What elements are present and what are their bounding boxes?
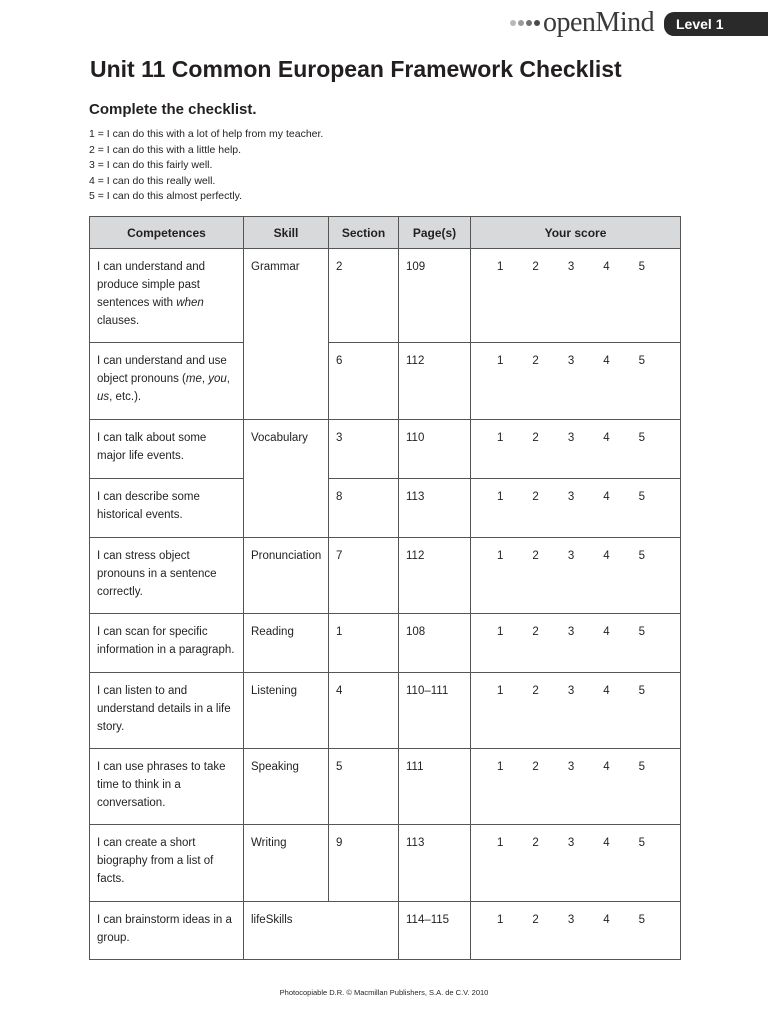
score-option[interactable]: 5 bbox=[638, 550, 646, 562]
score-options bbox=[478, 834, 674, 852]
score-option[interactable]: 3 bbox=[567, 550, 575, 562]
score-option[interactable]: 3 bbox=[567, 491, 575, 503]
table-row bbox=[90, 902, 681, 960]
score-cell bbox=[471, 614, 681, 673]
score-option[interactable]: 5 bbox=[638, 491, 646, 503]
score-option[interactable]: 2 bbox=[532, 432, 539, 444]
section-cell: 3 bbox=[329, 420, 399, 479]
score-option[interactable]: 3 bbox=[567, 626, 575, 638]
score-option[interactable]: 5 bbox=[638, 432, 646, 444]
score-options bbox=[478, 623, 674, 641]
score-option[interactable]: 2 bbox=[532, 550, 539, 562]
score-option[interactable]: 1 bbox=[497, 761, 504, 773]
skill-cell: Listening bbox=[244, 673, 329, 749]
competence-cell: I can talk about some major life events. bbox=[90, 420, 244, 479]
column-header-competences: Competences bbox=[90, 217, 244, 249]
score-option[interactable]: 5 bbox=[638, 626, 646, 638]
score-option[interactable]: 5 bbox=[638, 355, 646, 367]
instruction-heading: Complete the checklist. bbox=[89, 101, 257, 118]
scale-item: 3 = I can do this fairly well. bbox=[89, 159, 213, 172]
score-option[interactable]: 4 bbox=[603, 261, 610, 273]
level-badge: Level 1 bbox=[664, 12, 768, 36]
score-cell bbox=[471, 249, 681, 343]
table-row bbox=[90, 825, 681, 902]
score-option[interactable]: 1 bbox=[497, 837, 504, 849]
competence-cell: I can scan for specific information in a paragraph. bbox=[90, 614, 244, 673]
competence-cell: I can describe some historical events. bbox=[90, 479, 244, 538]
score-option[interactable]: 4 bbox=[603, 761, 610, 773]
table-row bbox=[90, 673, 681, 749]
table-row bbox=[90, 479, 681, 538]
section-cell: 1 bbox=[329, 614, 399, 673]
score-option[interactable]: 3 bbox=[567, 837, 575, 849]
score-cell bbox=[471, 673, 681, 749]
copyright-footer: Photocopiable D.R. © Macmillan Publishers, S.A. de C.V. 2010 bbox=[279, 988, 489, 997]
section-cell: 6 bbox=[329, 343, 399, 420]
scale-item: 2 = I can do this with a little help. bbox=[89, 143, 242, 156]
pages-cell: 109 bbox=[399, 249, 471, 343]
score-option[interactable]: 1 bbox=[497, 261, 504, 273]
column-header-your-score: Your score bbox=[471, 217, 681, 249]
score-options bbox=[478, 429, 674, 447]
score-option[interactable]: 2 bbox=[532, 626, 539, 638]
score-scale-legend bbox=[89, 127, 323, 205]
score-option[interactable]: 5 bbox=[638, 837, 646, 849]
score-option[interactable]: 3 bbox=[567, 432, 575, 444]
score-options bbox=[478, 352, 674, 370]
table-header-row bbox=[90, 217, 681, 249]
score-option[interactable]: 4 bbox=[603, 355, 610, 367]
score-cell bbox=[471, 749, 681, 825]
competence-cell: I can stress object pronouns in a sentence correctly. bbox=[90, 538, 244, 614]
pages-cell: 113 bbox=[399, 479, 471, 538]
score-option[interactable]: 3 bbox=[567, 761, 575, 773]
pages-cell: 112 bbox=[399, 538, 471, 614]
logo-dots-icon bbox=[510, 20, 540, 26]
score-option[interactable]: 5 bbox=[638, 761, 646, 773]
skill-cell: Vocabulary bbox=[244, 420, 329, 538]
score-option[interactable]: 4 bbox=[603, 432, 610, 444]
score-option[interactable]: 4 bbox=[603, 914, 610, 926]
score-options bbox=[478, 258, 674, 276]
column-header-skill: Skill bbox=[244, 217, 329, 249]
skill-cell: Writing bbox=[244, 825, 329, 902]
pages-cell: 111 bbox=[399, 749, 471, 825]
score-option[interactable]: 2 bbox=[532, 491, 539, 503]
score-option[interactable]: 5 bbox=[638, 914, 646, 926]
skill-cell: Speaking bbox=[244, 749, 329, 825]
score-option[interactable]: 1 bbox=[497, 432, 504, 444]
score-option[interactable]: 4 bbox=[603, 491, 610, 503]
score-option[interactable]: 2 bbox=[532, 261, 539, 273]
score-option[interactable]: 2 bbox=[532, 914, 539, 926]
score-option[interactable]: 3 bbox=[567, 914, 575, 926]
brand-logo bbox=[510, 6, 654, 40]
page-title: Unit 11 Common European Framework Checklist bbox=[90, 56, 622, 82]
score-options bbox=[478, 682, 674, 700]
skill-cell: Grammar bbox=[244, 249, 329, 420]
competence-cell: I can create a short biography from a list of facts. bbox=[90, 825, 244, 902]
column-header-pages: Page(s) bbox=[399, 217, 471, 249]
column-header-section: Section bbox=[329, 217, 399, 249]
score-option[interactable]: 1 bbox=[497, 914, 504, 926]
table-row bbox=[90, 538, 681, 614]
table-row bbox=[90, 420, 681, 479]
competence-cell: I can use phrases to take time to think in a conversation. bbox=[90, 749, 244, 825]
score-options bbox=[478, 488, 674, 506]
score-option[interactable]: 5 bbox=[638, 261, 646, 273]
score-options bbox=[478, 758, 674, 776]
score-option[interactable]: 2 bbox=[532, 837, 539, 849]
pages-cell: 112 bbox=[399, 343, 471, 420]
checklist-body bbox=[90, 249, 681, 960]
section-cell: 2 bbox=[329, 249, 399, 343]
score-option[interactable]: 2 bbox=[532, 761, 539, 773]
score-option[interactable]: 2 bbox=[532, 355, 539, 367]
pages-cell: 114–115 bbox=[399, 902, 471, 960]
pages-cell: 113 bbox=[399, 825, 471, 902]
competence-cell: I can understand and use object pronouns (me, you, us, etc.). bbox=[90, 343, 244, 420]
score-option[interactable]: 4 bbox=[603, 685, 610, 697]
table-row bbox=[90, 343, 681, 420]
pages-cell: 108 bbox=[399, 614, 471, 673]
score-cell bbox=[471, 825, 681, 902]
table-row bbox=[90, 614, 681, 673]
score-option[interactable]: 3 bbox=[567, 685, 575, 697]
skill-cell: Pronunciation bbox=[244, 538, 329, 614]
scale-item: 1 = I can do this with a lot of help from my teacher. bbox=[89, 128, 324, 140]
pages-cell: 110–111 bbox=[399, 673, 471, 749]
score-cell bbox=[471, 420, 681, 479]
score-option[interactable]: 3 bbox=[567, 355, 575, 367]
score-option[interactable]: 1 bbox=[497, 685, 504, 697]
section-cell: 5 bbox=[329, 749, 399, 825]
score-option[interactable]: 4 bbox=[603, 626, 610, 638]
score-option[interactable]: 1 bbox=[497, 626, 504, 638]
score-option[interactable]: 1 bbox=[497, 550, 504, 562]
checklist-table bbox=[89, 216, 681, 960]
table-row bbox=[90, 749, 681, 825]
skill-cell: Reading bbox=[244, 614, 329, 673]
competence-cell: I can brainstorm ideas in a group. bbox=[90, 902, 244, 960]
score-options bbox=[478, 911, 674, 929]
score-option[interactable]: 2 bbox=[532, 685, 539, 697]
score-option[interactable]: 5 bbox=[638, 685, 646, 697]
score-option[interactable]: 4 bbox=[603, 550, 610, 562]
score-option[interactable]: 4 bbox=[603, 837, 610, 849]
score-cell bbox=[471, 479, 681, 538]
brand-name: openMind bbox=[543, 7, 655, 38]
score-cell bbox=[471, 343, 681, 420]
scale-item: 4 = I can do this really well. bbox=[89, 174, 216, 187]
score-option[interactable]: 3 bbox=[567, 261, 575, 273]
score-cell bbox=[471, 538, 681, 614]
skill-cell: lifeSkills bbox=[244, 902, 399, 960]
score-option[interactable]: 1 bbox=[497, 491, 504, 503]
score-option[interactable]: 1 bbox=[497, 355, 504, 367]
score-options bbox=[478, 547, 674, 565]
table-row bbox=[90, 249, 681, 343]
scale-item: 5 = I can do this almost perfectly. bbox=[89, 190, 243, 203]
section-cell: 8 bbox=[329, 479, 399, 538]
competence-cell: I can understand and produce simple past sentences with when clauses. bbox=[90, 249, 244, 343]
competence-cell: I can listen to and understand details in a life story. bbox=[90, 673, 244, 749]
section-cell: 4 bbox=[329, 673, 399, 749]
section-cell: 7 bbox=[329, 538, 399, 614]
section-cell: 9 bbox=[329, 825, 399, 902]
score-cell bbox=[471, 902, 681, 960]
pages-cell: 110 bbox=[399, 420, 471, 479]
